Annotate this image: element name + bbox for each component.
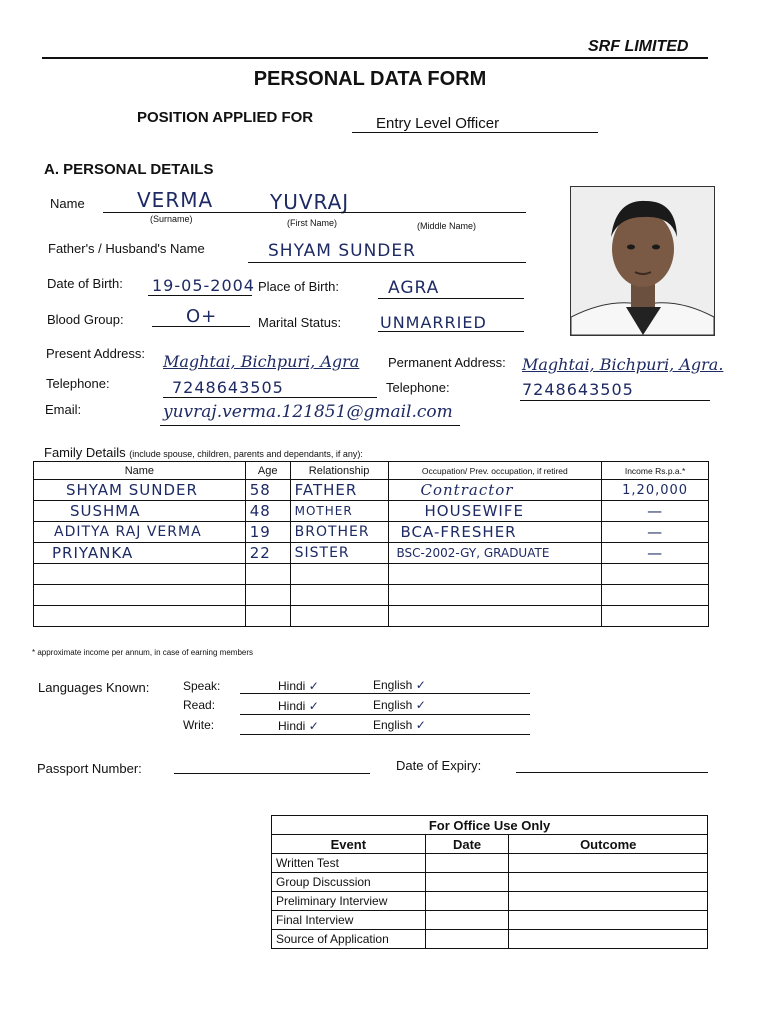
family-cell[interactable]: BCA-FRESHER <box>388 522 602 543</box>
header-rule <box>42 57 708 59</box>
first-name-value[interactable]: YUVRAJ <box>270 190 350 214</box>
pob-line <box>378 298 524 299</box>
telephone2-value[interactable]: 7248643505 <box>522 380 634 399</box>
table-row <box>34 501 709 522</box>
check-icon: ✓ <box>415 698 427 712</box>
dob-label: Date of Birth: <box>47 276 123 291</box>
first-name-caption: (First Name) <box>287 218 337 228</box>
dob-value[interactable]: 19-05-2004 <box>152 276 255 295</box>
father-line <box>248 262 526 263</box>
marital-value[interactable]: UNMARRIED <box>380 313 487 332</box>
family-table <box>33 461 709 627</box>
expiry-field[interactable] <box>520 755 706 773</box>
lang-speak-english[interactable] <box>373 678 427 692</box>
family-cell[interactable] <box>388 564 602 585</box>
check-icon: ✓ <box>308 719 320 733</box>
company-name: SRF LIMITED <box>588 38 689 55</box>
family-cell[interactable] <box>290 564 388 585</box>
office-col-event: Event <box>272 835 426 854</box>
table-row <box>34 543 709 564</box>
blood-label: Blood Group: <box>47 312 124 327</box>
email-line <box>160 425 460 426</box>
office-title: For Office Use Only <box>272 816 708 835</box>
email-value[interactable]: yuvraj.verma.121851@gmail.com <box>163 402 453 422</box>
office-header-row <box>272 835 708 854</box>
family-cell[interactable]: BROTHER <box>290 522 388 543</box>
position-label: POSITION APPLIED FOR <box>137 109 314 126</box>
expiry-label: Date of Expiry: <box>396 758 482 773</box>
form-title: PERSONAL DATA FORM <box>253 68 487 90</box>
family-col-income: Income Rs.p.a.* <box>602 462 709 480</box>
family-cell[interactable] <box>245 606 290 627</box>
surname-caption: (Surname) <box>150 214 193 224</box>
family-cell[interactable]: BSC-2002-GY, GRADUATE <box>388 543 602 564</box>
name-label: Name <box>50 196 85 211</box>
present-address-value[interactable]: Maghtai, Bichpuri, Agra <box>163 352 360 371</box>
table-row <box>272 911 708 930</box>
family-cell[interactable]: 19 <box>245 522 290 543</box>
family-cell[interactable] <box>388 606 602 627</box>
telephone-value[interactable]: 7248643505 <box>172 378 284 397</box>
lang-name: Hindi <box>278 719 306 733</box>
section-a-heading: A. PERSONAL DETAILS <box>44 161 214 178</box>
family-cell[interactable]: Contractor <box>388 480 602 501</box>
permanent-address-value[interactable]: Maghtai, Bichpuri, Agra. <box>522 355 724 374</box>
family-cell[interactable]: SISTER <box>290 543 388 564</box>
marital-label: Marital Status: <box>258 315 342 330</box>
office-event: Final Interview <box>272 911 426 930</box>
languages-label: Languages Known: <box>38 680 150 695</box>
table-row <box>272 892 708 911</box>
middle-name-caption: (Middle Name) <box>417 221 477 231</box>
office-event: Written Test <box>272 854 426 873</box>
lang-write-english[interactable] <box>373 718 427 732</box>
family-cell[interactable]: — <box>602 522 709 543</box>
check-icon: ✓ <box>308 679 320 693</box>
family-cell[interactable]: — <box>602 543 709 564</box>
family-cell[interactable] <box>34 585 246 606</box>
lang-mode-speak: Speak: <box>183 679 221 693</box>
surname-value[interactable]: VERMA <box>137 188 214 212</box>
lang-line <box>240 714 530 715</box>
office-cell[interactable] <box>425 873 509 892</box>
family-header-row <box>34 462 709 480</box>
office-event: Source of Application <box>272 930 426 949</box>
applicant-photo <box>570 186 715 336</box>
family-cell[interactable] <box>245 585 290 606</box>
table-row <box>34 480 709 501</box>
family-title: Family Details <box>44 445 126 460</box>
office-col-date: Date <box>425 835 509 854</box>
office-use-table <box>271 815 708 949</box>
family-note: (include spouse, children, parents and dependants, if any): <box>129 449 363 459</box>
family-col-occupation: Occupation/ Prev. occupation, if retired <box>388 462 602 480</box>
family-col-name: Name <box>34 462 246 480</box>
family-cell[interactable]: MOTHER <box>290 501 388 522</box>
table-row <box>272 930 708 949</box>
family-cell[interactable] <box>388 585 602 606</box>
office-cell[interactable] <box>509 930 708 949</box>
family-cell[interactable] <box>602 564 709 585</box>
family-cell[interactable]: 58 <box>245 480 290 501</box>
name-line <box>103 212 526 213</box>
office-title-row <box>272 816 708 835</box>
office-cell[interactable] <box>509 892 708 911</box>
lang-name: English <box>373 698 413 712</box>
office-cell[interactable] <box>509 911 708 930</box>
telephone-label: Telephone: <box>46 376 110 391</box>
lang-read-english[interactable] <box>373 698 427 712</box>
office-cell[interactable] <box>509 873 708 892</box>
table-row <box>272 854 708 873</box>
family-cell[interactable] <box>602 606 709 627</box>
lang-name: Hindi <box>278 699 306 713</box>
marital-line <box>378 331 524 332</box>
office-event: Preliminary Interview <box>272 892 426 911</box>
lang-mode-read: Read: <box>183 698 216 712</box>
lang-line <box>240 693 530 694</box>
table-row <box>34 564 709 585</box>
office-cell[interactable] <box>425 930 509 949</box>
family-cell[interactable]: HOUSEWIFE <box>388 501 602 522</box>
lang-name: Hindi <box>278 679 306 693</box>
permanent-address-label: Permanent Address: <box>388 355 506 370</box>
lang-name: English <box>373 678 413 692</box>
lang-read-hindi[interactable] <box>278 699 320 713</box>
table-row <box>272 873 708 892</box>
check-icon: ✓ <box>415 718 427 732</box>
table-row <box>34 585 709 606</box>
lang-mode-write: Write: <box>183 718 215 732</box>
pob-label: Place of Birth: <box>258 279 339 294</box>
office-col-outcome: Outcome <box>509 835 708 854</box>
passport-line <box>174 773 370 774</box>
present-address-label: Present Address: <box>46 346 145 361</box>
family-cell[interactable] <box>245 564 290 585</box>
family-col-relationship: Relationship <box>290 462 388 480</box>
office-cell[interactable] <box>425 911 509 930</box>
office-cell[interactable] <box>509 854 708 873</box>
family-cell[interactable]: — <box>602 501 709 522</box>
family-cell[interactable] <box>290 585 388 606</box>
family-cell[interactable]: 1,20,000 <box>602 480 709 501</box>
dob-line <box>148 295 252 296</box>
father-label: Father's / Husband's Name <box>48 241 205 256</box>
table-row <box>34 522 709 543</box>
family-cell[interactable] <box>290 606 388 627</box>
lang-line <box>240 734 530 735</box>
position-line <box>352 132 598 133</box>
telephone2-line <box>520 400 710 401</box>
blood-value[interactable]: O+ <box>186 306 218 327</box>
lang-name: English <box>373 718 413 732</box>
pob-value[interactable]: AGRA <box>388 278 440 298</box>
family-cell[interactable] <box>34 606 246 627</box>
table-row <box>34 606 709 627</box>
family-cell[interactable]: SHYAM SUNDER <box>34 480 246 501</box>
telephone2-label: Telephone: <box>386 380 450 395</box>
family-cell[interactable]: PRIYANKA <box>34 543 246 564</box>
office-cell[interactable] <box>425 892 509 911</box>
check-icon: ✓ <box>308 699 320 713</box>
family-cell[interactable]: 48 <box>245 501 290 522</box>
family-col-age: Age <box>245 462 290 480</box>
check-icon: ✓ <box>415 678 427 692</box>
passport-label: Passport Number: <box>37 761 142 776</box>
email-label: Email: <box>45 402 82 417</box>
family-cell[interactable]: SUSHMA <box>34 501 246 522</box>
family-title-row <box>44 445 363 460</box>
family-cell[interactable]: 22 <box>245 543 290 564</box>
lang-speak-hindi[interactable] <box>278 679 320 693</box>
office-cell[interactable] <box>425 854 509 873</box>
expiry-line <box>516 772 708 773</box>
family-cell[interactable] <box>34 564 246 585</box>
position-value[interactable]: Entry Level Officer <box>376 115 500 132</box>
family-cell[interactable]: FATHER <box>290 480 388 501</box>
telephone-line <box>163 397 377 398</box>
office-event: Group Discussion <box>272 873 426 892</box>
family-cell[interactable]: ADITYA RAJ VERMA <box>34 522 246 543</box>
family-cell[interactable] <box>602 585 709 606</box>
father-value[interactable]: SHYAM SUNDER <box>268 241 416 261</box>
blood-line <box>152 326 250 327</box>
family-footnote: * approximate income per annum, in case of earning members <box>32 648 253 657</box>
lang-write-hindi[interactable] <box>278 719 320 733</box>
